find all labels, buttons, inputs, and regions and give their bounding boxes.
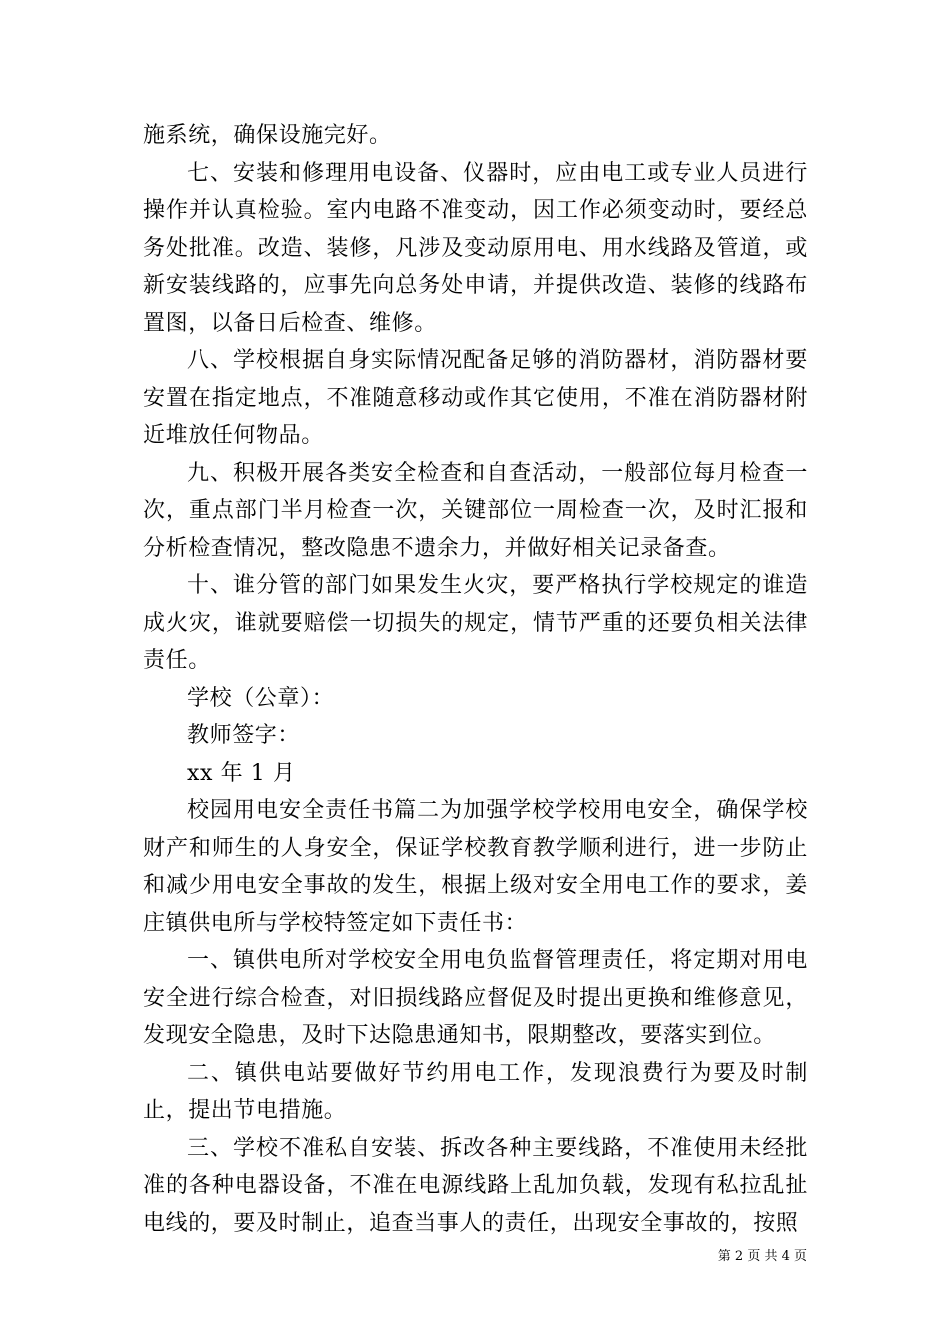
paragraph-part-two-item-3: 三、学校不准私自安装、拆改各种主要线路，不准使用未经批准的各种电器设备，不准在电源线路上乱加负载，发现有私拉乱扯电线的，要及时制止，追查当事人的责任，出现安全事故的，按照 <box>143 1135 808 1236</box>
paragraph-part-two-item-2: 二、镇供电站要做好节约用电工作，发现浪费行为要及时制止，提出节电措施。 <box>143 1060 808 1123</box>
date-line: xx 年 1 月 <box>187 760 296 786</box>
paragraph-item-8: 八、学校根据自身实际情况配备足够的消防器材，消防器材要安置在指定地点，不准随意移动或作其它使用，不准在消防器材附近堆放任何物品。 <box>143 348 808 448</box>
paragraph-item-10: 十、谁分管的部门如果发生火灾，要严格执行学校规定的谁造成火灾，谁就要赔偿一切损失的规定，情节严重的还要负相关法律责任。 <box>143 573 808 673</box>
paragraph-item-7: 七、安装和修理用电设备、仪器时，应由电工或专业人员进行操作并认真检验。室内电路不准变动，因工作必须变动时，要经总务处批准。改造、装修，凡涉及变动原用电、用水线路及管道，或新安装线路的，应事先向总务处申请，并提供改造、装修的线路布置图，以备日后检查、维修。 <box>143 160 808 336</box>
paragraph-item-9: 九、积极开展各类安全检查和自查活动，一般部位每月检查一次，重点部门半月检查一次，关键部位一周检查一次，及时汇报和分析检查情况，整改隐患不遗余力，并做好相关记录备查。 <box>143 460 808 561</box>
paragraph-part-two-intro: 校园用电安全责任书篇二为加强学校学校用电安全，确保学校财产和师生的人身安全，保证学校教育教学顺利进行，进一步防止和减少用电安全事故的发生，根据上级对安全用电工作的要求，姜庄镇供电所与学校特签定如下责任书： <box>143 798 808 936</box>
paragraph-continuation: 施系统，确保设施完好。 <box>143 123 392 148</box>
paragraph-part-two-item-1: 一、镇供电所对学校安全用电负监督管理责任，将定期对用电安全进行综合检查，对旧损线路应督促及时提出更换和维修意见，发现安全隐患，及时下达隐患通知书，限期整改，要落实到位。 <box>143 948 808 1048</box>
page-number: 第 2 页 共 4 页 <box>717 1249 807 1264</box>
teacher-signature-line: 教师签字： <box>187 723 301 748</box>
school-seal-line: 学校（公章）： <box>187 685 335 711</box>
document-body <box>143 117 808 1242</box>
